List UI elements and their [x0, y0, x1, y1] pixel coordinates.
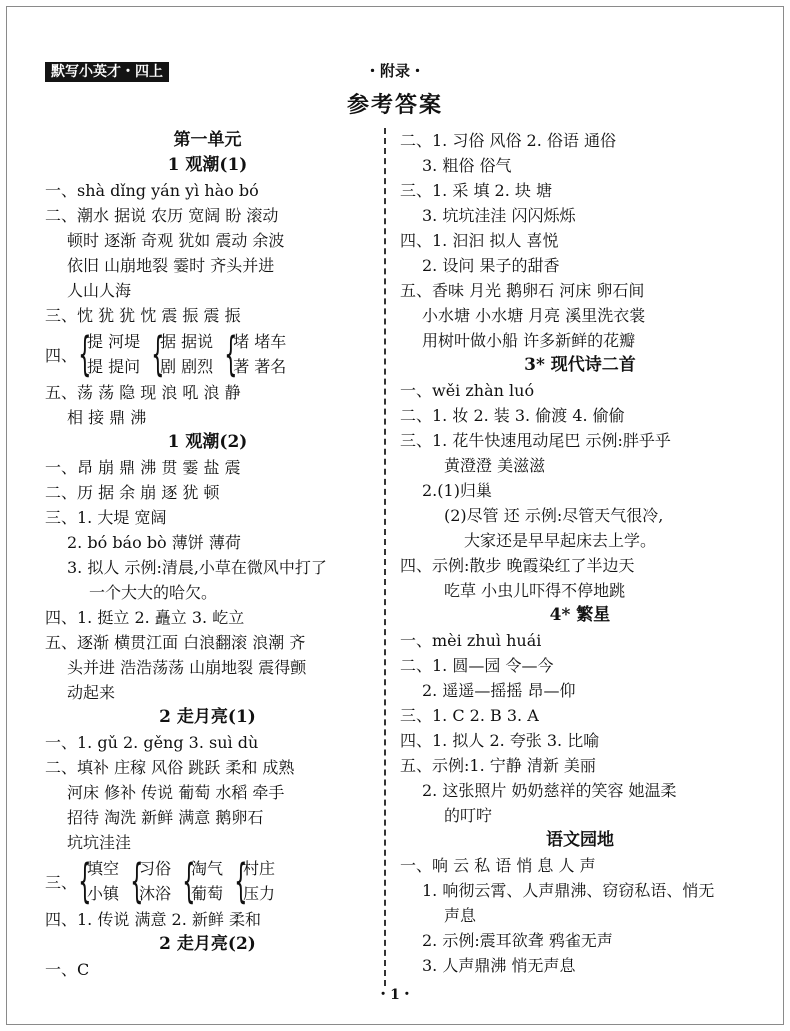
- answer-line: 2. 设问 果子的甜香: [422, 256, 560, 275]
- answer-line: 2. 示例:震耳欲聋 鸦雀无声: [422, 931, 613, 950]
- answer-line: 三、1. 花牛快速甩动尾巴 示例:胖乎乎: [400, 431, 671, 450]
- brace-item: 著 著名: [233, 357, 287, 376]
- brace-item: 习俗: [139, 859, 172, 878]
- answer-line: 人山人海: [67, 281, 132, 300]
- answer-line: 2. bó báo bò 薄饼 薄荷: [67, 533, 241, 552]
- page-title: 参考答案: [346, 92, 443, 118]
- brace-item: 沐浴: [139, 884, 172, 903]
- answer-line: 头并进 浩浩荡荡 山崩地裂 震得颤: [67, 658, 307, 677]
- answer-line: 大家还是早早起床去上学。: [464, 531, 657, 550]
- answer-line: 一、C: [45, 960, 90, 979]
- answer-line: 一个大大的哈欠。: [89, 583, 218, 602]
- question-number: 四、: [45, 345, 78, 365]
- answer-line: 一、昂 崩 鼎 沸 贯 霎 盐 震: [45, 458, 241, 477]
- answer-line: 三、1. C 2. B 3. A: [400, 706, 539, 725]
- answer-line: 二、历 据 余 崩 逐 犹 顿: [45, 483, 220, 502]
- answer-line: 依旧 山崩地裂 霎时 齐头并进: [67, 256, 275, 275]
- brace-item: 压力: [243, 884, 276, 903]
- section-title: 4* 繁星: [549, 605, 611, 625]
- question-number: 三、: [45, 872, 78, 892]
- answer-line: 四、1. 汩汩 拟人 喜悦: [400, 231, 559, 250]
- answer-line: 用树叶做小船 许多新鲜的花瓣: [422, 331, 636, 350]
- book-brand-label: 默写小英才・四上: [45, 62, 169, 82]
- answer-line: 五、香味 月光 鹅卵石 河床 卵石间: [400, 281, 645, 300]
- section-title: 语文园地: [546, 830, 614, 850]
- section-title: 1 观潮(1): [167, 155, 248, 175]
- brace-icon: {: [78, 327, 92, 381]
- answer-line: 3. 人声鼎沸 悄无声息: [422, 956, 576, 975]
- answer-line: 一、mèi zhuì huái: [400, 631, 542, 650]
- answer-line: (2)尽管 还 示例:尽管天气很冷,: [444, 506, 664, 525]
- section-title: 2 走月亮(2): [159, 934, 256, 954]
- answer-line: 一、响 云 私 语 悄 息 人 声: [400, 856, 596, 875]
- brace-item: 淘气: [191, 859, 224, 878]
- brace-answer-group: [45, 329, 370, 379]
- brace-icon: {: [234, 854, 248, 908]
- unit-title: 第一单元: [173, 130, 242, 150]
- answer-line: 小水塘 小水塘 月亮 溪里洗衣裳: [422, 306, 646, 325]
- answer-line: 3. 粗俗 俗气: [422, 156, 512, 175]
- answer-line: 五、逐渐 横贯江面 白浪翻滚 浪潮 齐: [45, 633, 306, 652]
- answer-line: 五、荡 荡 隐 现 浪 吼 浪 静: [45, 383, 241, 402]
- right-column: [400, 128, 760, 978]
- answer-line: 的叮咛: [444, 806, 493, 825]
- brace-group: [221, 329, 286, 379]
- answer-line: 1. 响彻云霄、人声鼎沸、窃窃私语、悄无: [422, 881, 715, 900]
- answer-line: 3. 拟人 示例:清晨,小草在微风中打了: [67, 558, 327, 577]
- answer-line: 2. 遥遥—摇摇 昂—仰: [422, 681, 576, 700]
- brace-item: 提 提问: [87, 357, 141, 376]
- answer-line: 四、1. 挺立 2. 矗立 3. 屹立: [45, 608, 245, 627]
- brace-group: [127, 856, 171, 906]
- left-column: [45, 128, 370, 982]
- brace-item: 小镇: [87, 884, 120, 903]
- section-title: 3* 现代诗二首: [524, 355, 636, 375]
- answer-line: 三、1. 采 填 2. 块 塘: [400, 181, 552, 200]
- answer-line: 顿时 逐渐 奇观 犹如 震动 余波: [67, 231, 285, 250]
- appendix-label: ・附录・: [364, 62, 425, 80]
- brace-icon: {: [224, 327, 238, 381]
- brace-item: 填空: [87, 859, 120, 878]
- answer-line: 2. 这张照片 奶奶慈祥的笑容 她温柔: [422, 781, 677, 800]
- brace-group: [75, 856, 119, 906]
- section-title: 1 观潮(2): [167, 432, 248, 452]
- brace-icon: {: [151, 327, 165, 381]
- brace-item: 据 据说: [160, 332, 214, 351]
- answer-line: 四、1. 拟人 2. 夸张 3. 比喻: [400, 731, 600, 750]
- brace-item: 提 河堤: [87, 332, 141, 351]
- answer-line: 二、1. 圆—园 令—今: [400, 656, 554, 675]
- answer-line: 动起来: [67, 683, 116, 702]
- answer-line: 五、示例:1. 宁静 清新 美丽: [400, 756, 596, 775]
- answer-line: 坑坑洼洼: [67, 833, 132, 852]
- section-title: 2 走月亮(1): [159, 707, 256, 727]
- answer-line: 招待 淘洗 新鲜 满意 鹅卵石: [67, 808, 264, 827]
- answer-line: 一、shà dǐng yán yì hào bó: [45, 181, 259, 200]
- answer-line: 河床 修补 传说 葡萄 水稻 牵手: [67, 783, 285, 802]
- answer-line: 一、1. gǔ 2. gěng 3. suì dù: [45, 733, 259, 752]
- page-number: ・1・: [376, 987, 414, 1003]
- answer-line: 黄澄澄 美滋滋: [444, 456, 546, 475]
- answer-line: 二、1. 习俗 风俗 2. 俗语 通俗: [400, 131, 616, 150]
- brace-item: 村庄: [243, 859, 276, 878]
- answer-line: 二、填补 庄稼 风俗 跳跃 柔和 成熟: [45, 758, 295, 777]
- answer-line: 三、1. 大堤 宽阔: [45, 508, 167, 527]
- answer-line: 二、1. 妆 2. 装 3. 偷渡 4. 偷偷: [400, 406, 625, 425]
- column-divider: [384, 128, 386, 986]
- answer-line: 四、示例:散步 晚霞染红了半边天: [400, 556, 635, 575]
- brace-item: 堵 堵车: [233, 332, 287, 351]
- answer-line: 四、1. 传说 满意 2. 新鲜 柔和: [45, 910, 261, 929]
- brace-group: [75, 329, 140, 379]
- brace-group: [148, 329, 213, 379]
- answer-line: 一、wěi zhàn luó: [400, 381, 535, 400]
- answer-line: 声息: [444, 906, 477, 925]
- answer-line: 相 接 鼎 沸: [67, 408, 147, 427]
- answer-line: 二、潮水 据说 农历 宽阔 盼 滚动: [45, 206, 279, 225]
- brace-item: 剧 剧烈: [160, 357, 214, 376]
- answer-line: 3. 坑坑洼洼 闪闪烁烁: [422, 206, 576, 225]
- answer-line: 吃草 小虫儿吓得不停地跳: [444, 581, 626, 600]
- brace-answer-group: [45, 856, 370, 906]
- brace-icon: {: [182, 854, 196, 908]
- brace-group: [231, 856, 275, 906]
- answer-line: 三、忱 犹 犹 忱 震 振 震 振: [45, 306, 241, 325]
- brace-item: 葡萄: [191, 884, 224, 903]
- answer-line: 2.(1)归巢: [422, 481, 492, 500]
- brace-icon: {: [130, 854, 144, 908]
- brace-group: [179, 856, 223, 906]
- brace-icon: {: [78, 854, 92, 908]
